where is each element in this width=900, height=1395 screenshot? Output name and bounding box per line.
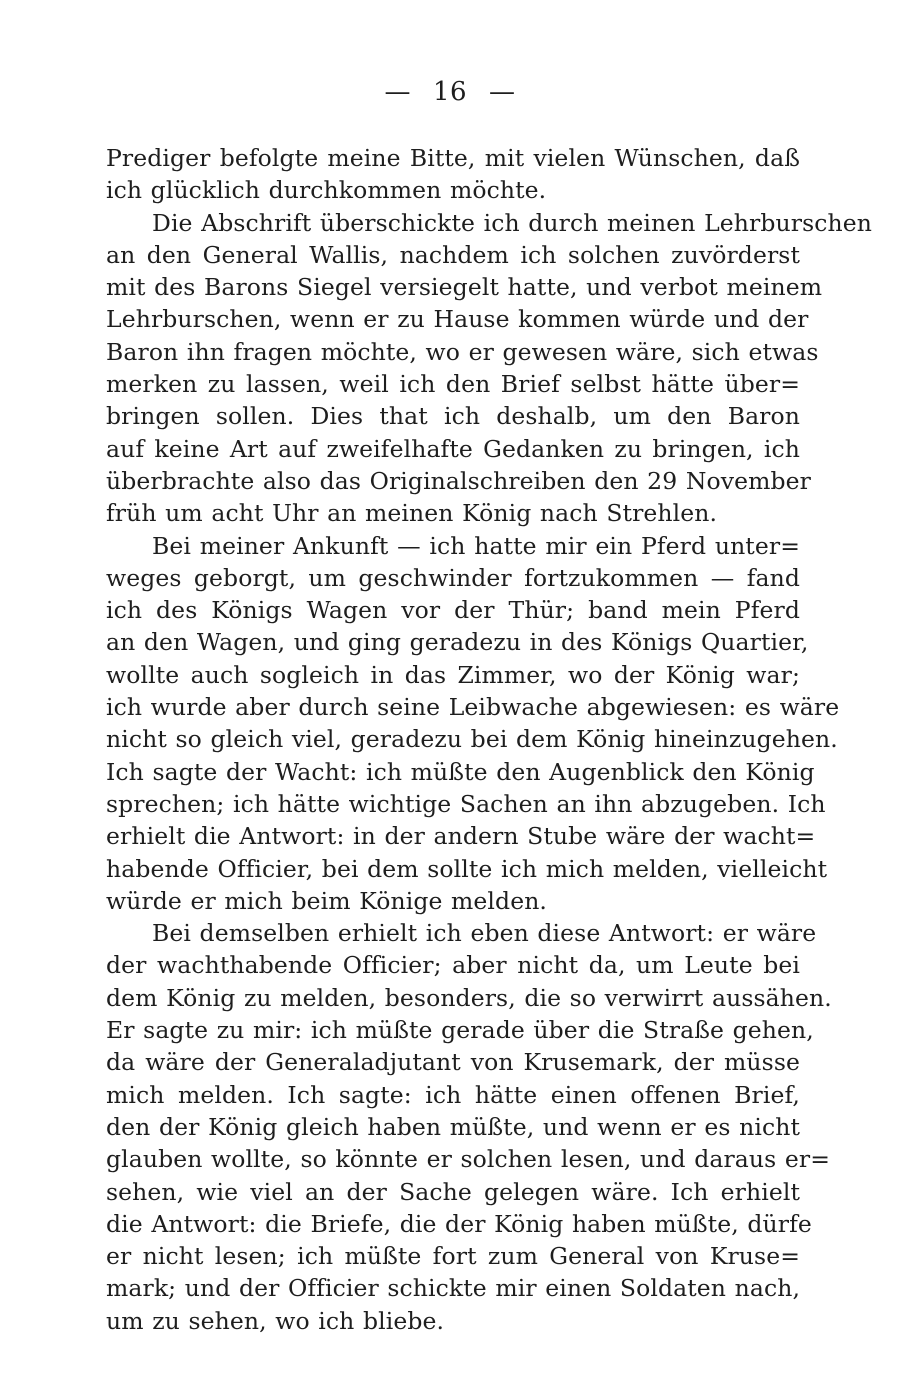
text-line: da wäre der Generaladjutant von Krusemark, der müsse [106, 1048, 800, 1077]
text-line: Ich sagte der Wacht: ich müßte den Augenblick den König [106, 757, 815, 786]
text-line: habende Officier, bei dem sollte ich mich melden, vielleicht [106, 854, 828, 883]
text-line: glauben wollte, so könnte er solchen lesen, und daraus er= [106, 1145, 830, 1174]
text-line: überbrachte also das Originalschreiben den 29 November [106, 466, 812, 495]
text-line: mit des Barons Siegel versiegelt hatte, und verbot meinem [106, 273, 823, 302]
text-line: an den Wagen, und ging geradezu in des Königs Quartier, [106, 628, 809, 657]
text-line: erhielt die Antwort: in der andern Stube wäre der wacht= [106, 822, 816, 851]
text-line: sprechen; ich hätte wichtige Sachen an ihn abzugeben. Ich [106, 789, 826, 818]
text-line: Die Abschrift überschickte ich durch meinen Lehrburschen [152, 208, 872, 237]
text-line: Er sagte zu mir: ich müßte gerade über die Straße gehen, [106, 1016, 814, 1045]
text-line: bringen sollen. Dies that ich deshalb, um den Baron [106, 402, 800, 431]
text-line: Bei demselben erhielt ich eben diese Antwort: er wäre [152, 919, 817, 948]
text-line: sehen, wie viel an der Sache gelegen wäre. Ich erhielt [106, 1177, 800, 1206]
text-line: Baron ihn fragen möchte, wo er gewesen wäre, sich etwas [106, 337, 819, 366]
text-line: Prediger befolgte meine Bitte, mit vielen Wünschen, daß [106, 144, 800, 172]
text-line: ich wurde aber durch seine Leibwache abgewiesen: es wäre [106, 693, 840, 722]
text-line: ich glücklich durchkommen möchte. [106, 176, 547, 205]
text-line: der wachthabende Officier; aber nicht da, um Leute bei [106, 951, 800, 980]
page-number: 16 [432, 77, 468, 107]
text-line: an den General Wallis, nachdem ich solchen zuvörderst [106, 240, 800, 269]
text-line: auf keine Art auf zweifelhafte Gedanken zu bringen, ich [106, 434, 800, 463]
text-line: mich melden. Ich sagte: ich hätte einen offenen Brief, [106, 1080, 800, 1109]
text-line: weges geborgt, um geschwinder fortzukommen — fand [106, 563, 800, 592]
text-line: die Antwort: die Briefe, die der König haben müßte, dürfe [106, 1209, 812, 1238]
text-line: Bei meiner Ankunft — ich hatte mir ein Pferd unter= [152, 531, 800, 560]
text-line: ich des Königs Wagen vor der Thür; band mein Pferd [106, 596, 800, 625]
page-number-line [0, 74, 900, 110]
text-line: früh um acht Uhr an meinen König nach Strehlen. [106, 499, 718, 528]
page-number-dash-left: — [384, 77, 411, 107]
text-line: den der König gleich haben müßte, und wenn er es nicht [106, 1112, 800, 1141]
text-line: mark; und der Officier schickte mir einen Soldaten nach, [106, 1274, 801, 1303]
text-line: wollte auch sogleich in das Zimmer, wo der König war; [106, 660, 800, 689]
page-number-dash-right: — [489, 77, 516, 107]
text-line: merken zu lassen, weil ich den Brief selbst hätte über= [106, 370, 800, 399]
text-line: nicht so gleich viel, geradezu bei dem König hineinzugehen. [106, 725, 838, 754]
text-line: dem König zu melden, besonders, die so verwirrt aussähen. [106, 983, 832, 1012]
text-line: Lehrburschen, wenn er zu Hause kommen würde und der [106, 305, 809, 334]
text-line: um zu sehen, wo ich bliebe. [106, 1306, 445, 1335]
text-line: würde er mich beim Könige melden. [106, 886, 548, 915]
text-line: er nicht lesen; ich müßte fort zum General von Kruse= [106, 1242, 800, 1271]
body-text [106, 142, 872, 1337]
